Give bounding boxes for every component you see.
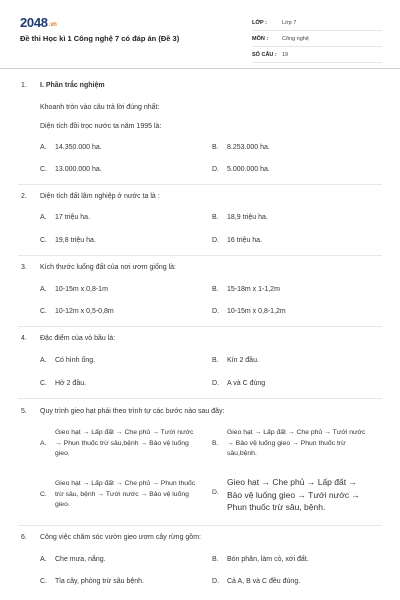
question-number: 4. — [21, 335, 27, 342]
meta-value: Lớp 7 — [282, 19, 297, 26]
option-text: 19,8 triệu ha. — [55, 237, 96, 244]
header-divider — [0, 68, 400, 69]
option-text: 10-15m x 0,8-1,2m — [227, 308, 286, 315]
option-text: Che mưa, nắng. — [55, 556, 106, 563]
option-c[interactable] — [40, 578, 144, 585]
option-c[interactable] — [40, 479, 205, 515]
option-letter: D. — [212, 380, 219, 387]
question-number: 3. — [21, 264, 27, 271]
option-letter: D. — [212, 166, 219, 173]
option-text: 17 triệu ha. — [55, 214, 91, 221]
option-a[interactable] — [40, 286, 108, 293]
option-b[interactable] — [212, 144, 270, 151]
option-b[interactable] — [212, 286, 280, 293]
option-letter: A. — [40, 144, 47, 151]
option-text: Bón phân, làm cỏ, xới đất. — [227, 556, 309, 563]
option-letter: B. — [212, 440, 219, 447]
option-text: Cả A, B và C đều đúng. — [227, 578, 301, 585]
question-text: Đặc điểm của vỏ bầu là: — [40, 335, 116, 342]
option-text: Gieo hạt → Che phủ → Lấp đất → Bảo vệ luống gieo → Tưới nước → Phun thuốc trừ sâu, bệnh. — [227, 477, 360, 512]
option-text: Tỉa cây, phòng trừ sâu bệnh. — [55, 578, 144, 585]
option-letter: C. — [40, 491, 47, 498]
option-text: 8.253.000 ha. — [227, 144, 270, 151]
option-letter: B. — [212, 144, 219, 151]
option-text: Gieo hạt → Lấp đất → Che phủ → Phun thuốc trừ sâu, bệnh → Tưới nước → Bảo vệ luống gieo. — [55, 480, 196, 508]
option-letter: D. — [212, 237, 219, 244]
site-logo[interactable] — [20, 15, 57, 30]
question-text: Kích thước luống đất của nơi ươm giống là: — [40, 264, 176, 271]
meta-key: SỐ CÂU : — [252, 51, 277, 58]
question-divider — [18, 525, 382, 526]
instruction-text: Khoanh tròn vào câu trả lời đúng nhất: — [40, 104, 160, 111]
option-text: A và C đúng — [227, 380, 266, 387]
meta-row-count — [252, 47, 382, 63]
option-b[interactable] — [212, 214, 268, 221]
option-a[interactable] — [40, 357, 95, 364]
option-letter: C. — [40, 237, 47, 244]
meta-value: 19 — [282, 51, 289, 58]
question-divider — [18, 255, 382, 256]
option-text: 16 triệu ha. — [227, 237, 263, 244]
option-c[interactable] — [40, 380, 86, 387]
question-text: Công việc chăm sóc vườn gieo ươm cây rừng gồm: — [40, 534, 201, 541]
question-divider — [18, 398, 382, 399]
option-letter: A. — [40, 440, 47, 447]
question-text: Diện tích đồi trọc nước ta năm 1995 là: — [40, 123, 162, 130]
option-letter: A. — [40, 286, 47, 293]
option-text: Có hình ống. — [55, 357, 96, 364]
option-b[interactable] — [212, 357, 259, 364]
section-title: I. Phần trắc nghiệm — [40, 82, 105, 89]
page-title: Đề thi Học kì 1 Công nghệ 7 có đáp án (Đề 3) — [20, 34, 180, 43]
meta-row-subject — [252, 31, 382, 47]
question-text: Quy trình gieo hạt phải theo trình tự các bước nào sau đây: — [40, 408, 225, 415]
option-d[interactable] — [212, 166, 270, 173]
option-a[interactable] — [40, 556, 106, 563]
question-number: 5. — [21, 408, 27, 415]
option-letter: B. — [212, 214, 219, 221]
option-letter: A. — [40, 214, 47, 221]
option-d[interactable] — [212, 380, 265, 387]
option-text: 10-15m x 0,8-1m — [55, 286, 108, 293]
meta-row-class — [252, 15, 382, 31]
option-letter: B. — [212, 357, 219, 364]
logo-text: 2048 — [20, 15, 48, 30]
option-text: 5.000.000 ha. — [227, 166, 270, 173]
option-letter: B. — [212, 286, 219, 293]
meta-value: Công nghệ — [282, 35, 309, 42]
option-d[interactable] — [212, 308, 286, 315]
option-d[interactable] — [212, 237, 262, 244]
option-letter: B. — [212, 556, 219, 563]
logo-suffix: .vn — [48, 22, 57, 28]
option-text: Kín 2 đầu. — [227, 357, 259, 364]
option-text: 15-18m x 1-1,2m — [227, 286, 280, 293]
option-b[interactable] — [212, 556, 309, 563]
question-number: 1. — [21, 82, 27, 89]
question-number: 6. — [21, 534, 27, 541]
question-number: 2. — [21, 193, 27, 200]
option-b[interactable] — [212, 428, 377, 464]
option-letter: C. — [40, 380, 47, 387]
option-text: 14.350.000 ha. — [55, 144, 102, 151]
option-text: Hở 2 đầu. — [55, 380, 87, 387]
option-letter: C. — [40, 308, 47, 315]
option-text: Gieo hạt → Lấp đất → Che phủ → Tưới nước → Phun thuốc trừ sâu,bệnh → Bảo vệ luống gieo. — [55, 429, 194, 457]
option-a[interactable] — [40, 144, 102, 151]
option-a[interactable] — [40, 428, 205, 464]
option-letter: A. — [40, 556, 47, 563]
option-letter: C. — [40, 578, 47, 585]
option-letter: C. — [40, 166, 47, 173]
option-text: 13.000.000 ha. — [55, 166, 102, 173]
option-letter: A. — [40, 357, 47, 364]
option-c[interactable] — [40, 166, 102, 173]
option-d[interactable] — [212, 578, 300, 585]
question-divider — [18, 184, 382, 185]
option-letter: D. — [212, 489, 219, 496]
header — [0, 0, 400, 60]
option-text: Gieo hạt → Lấp đất → Che phủ → Tưới nước → Bảo vệ luống gieo → Phun thuốc trừ sâu,bệnh. — [227, 429, 366, 457]
option-c[interactable] — [40, 237, 96, 244]
option-letter: D. — [212, 578, 219, 585]
meta-key: MÔN : — [252, 35, 269, 42]
question-divider — [18, 326, 382, 327]
option-text: 10-12m x 0,5-0,8m — [55, 308, 114, 315]
option-c[interactable] — [40, 308, 114, 315]
option-text: 18,9 triệu ha. — [227, 214, 268, 221]
option-a[interactable] — [40, 214, 90, 221]
option-letter: D. — [212, 308, 219, 315]
question-text: Diện tích đất lâm nghiệp ở nước ta là : — [40, 193, 160, 200]
option-d[interactable] — [212, 476, 382, 516]
meta-table — [252, 15, 382, 63]
meta-key: LỚP : — [252, 19, 267, 26]
